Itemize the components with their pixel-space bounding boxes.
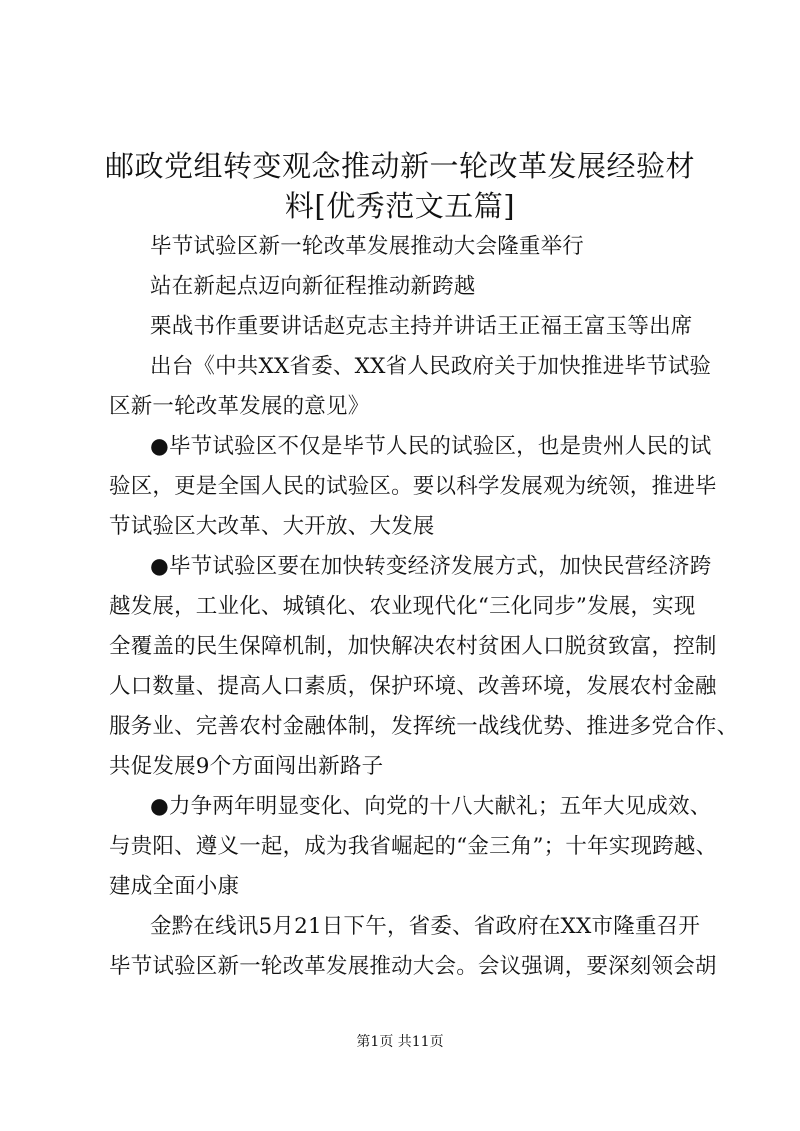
body-line: 验区，更是全国人民的试验区。要以科学发展观为统领，推进毕 bbox=[109, 474, 717, 499]
body-line: 毕节试验区新一轮改革发展推动大会。会议强调，要深刻领会胡 bbox=[109, 954, 717, 979]
body-line: 服务业、完善农村金融体制，发挥统一战线优势、推进多党合作、 bbox=[109, 714, 739, 739]
page-number-footer: 第1页 共11页 bbox=[356, 1034, 444, 1050]
body-line: 金黔在线讯5月21日下午，省委、省政府在XX市隆重召开 bbox=[150, 914, 701, 939]
body-line: 与贵阳、遵义一起，成为我省崛起的“金三角”；十年实现跨越、 bbox=[109, 834, 718, 859]
body-line: 站在新起点迈向新征程推动新跨越 bbox=[150, 274, 476, 299]
body-line: 出台《中共XX省委、XX省人民政府关于加快推进毕节试验 bbox=[150, 354, 712, 379]
body-line: 越发展，工业化、城镇化、农业现代化“三化同步”发展，实现 bbox=[109, 594, 696, 619]
bullet-paragraph-line: ●毕节试验区不仅是毕节人民的试验区，也是贵州人民的试 bbox=[150, 434, 712, 459]
body-line: 建成全面小康 bbox=[109, 874, 240, 899]
body-line: 人口数量、提高人口素质，保护环境、改善环境，发展农村金融 bbox=[109, 674, 717, 699]
body-line: 共促发展9个方面闯出新路子 bbox=[109, 754, 384, 779]
bullet-paragraph-line: ●力争两年明显变化、向党的十八大献礼；五年大见成效、 bbox=[150, 794, 712, 819]
document-title-line-2: 料[优秀范文五篇] bbox=[284, 189, 516, 223]
body-line: 栗战书作重要讲话赵克志主持并讲话王正福王富玉等出席 bbox=[150, 314, 693, 339]
body-line: 节试验区大改革、大开放、大发展 bbox=[109, 514, 435, 539]
body-line: 毕节试验区新一轮改革发展推动大会隆重举行 bbox=[150, 234, 585, 259]
body-line: 全覆盖的民生保障机制，加快解决农村贫困人口脱贫致富，控制 bbox=[109, 634, 717, 659]
bullet-paragraph-line: ●毕节试验区要在加快转变经济发展方式，加快民营经济跨 bbox=[150, 554, 712, 579]
body-line: 区新一轮改革发展的意见》 bbox=[109, 394, 370, 419]
document-title-line-1: 邮政党组转变观念推动新一轮改革发展经验材 bbox=[104, 149, 695, 183]
